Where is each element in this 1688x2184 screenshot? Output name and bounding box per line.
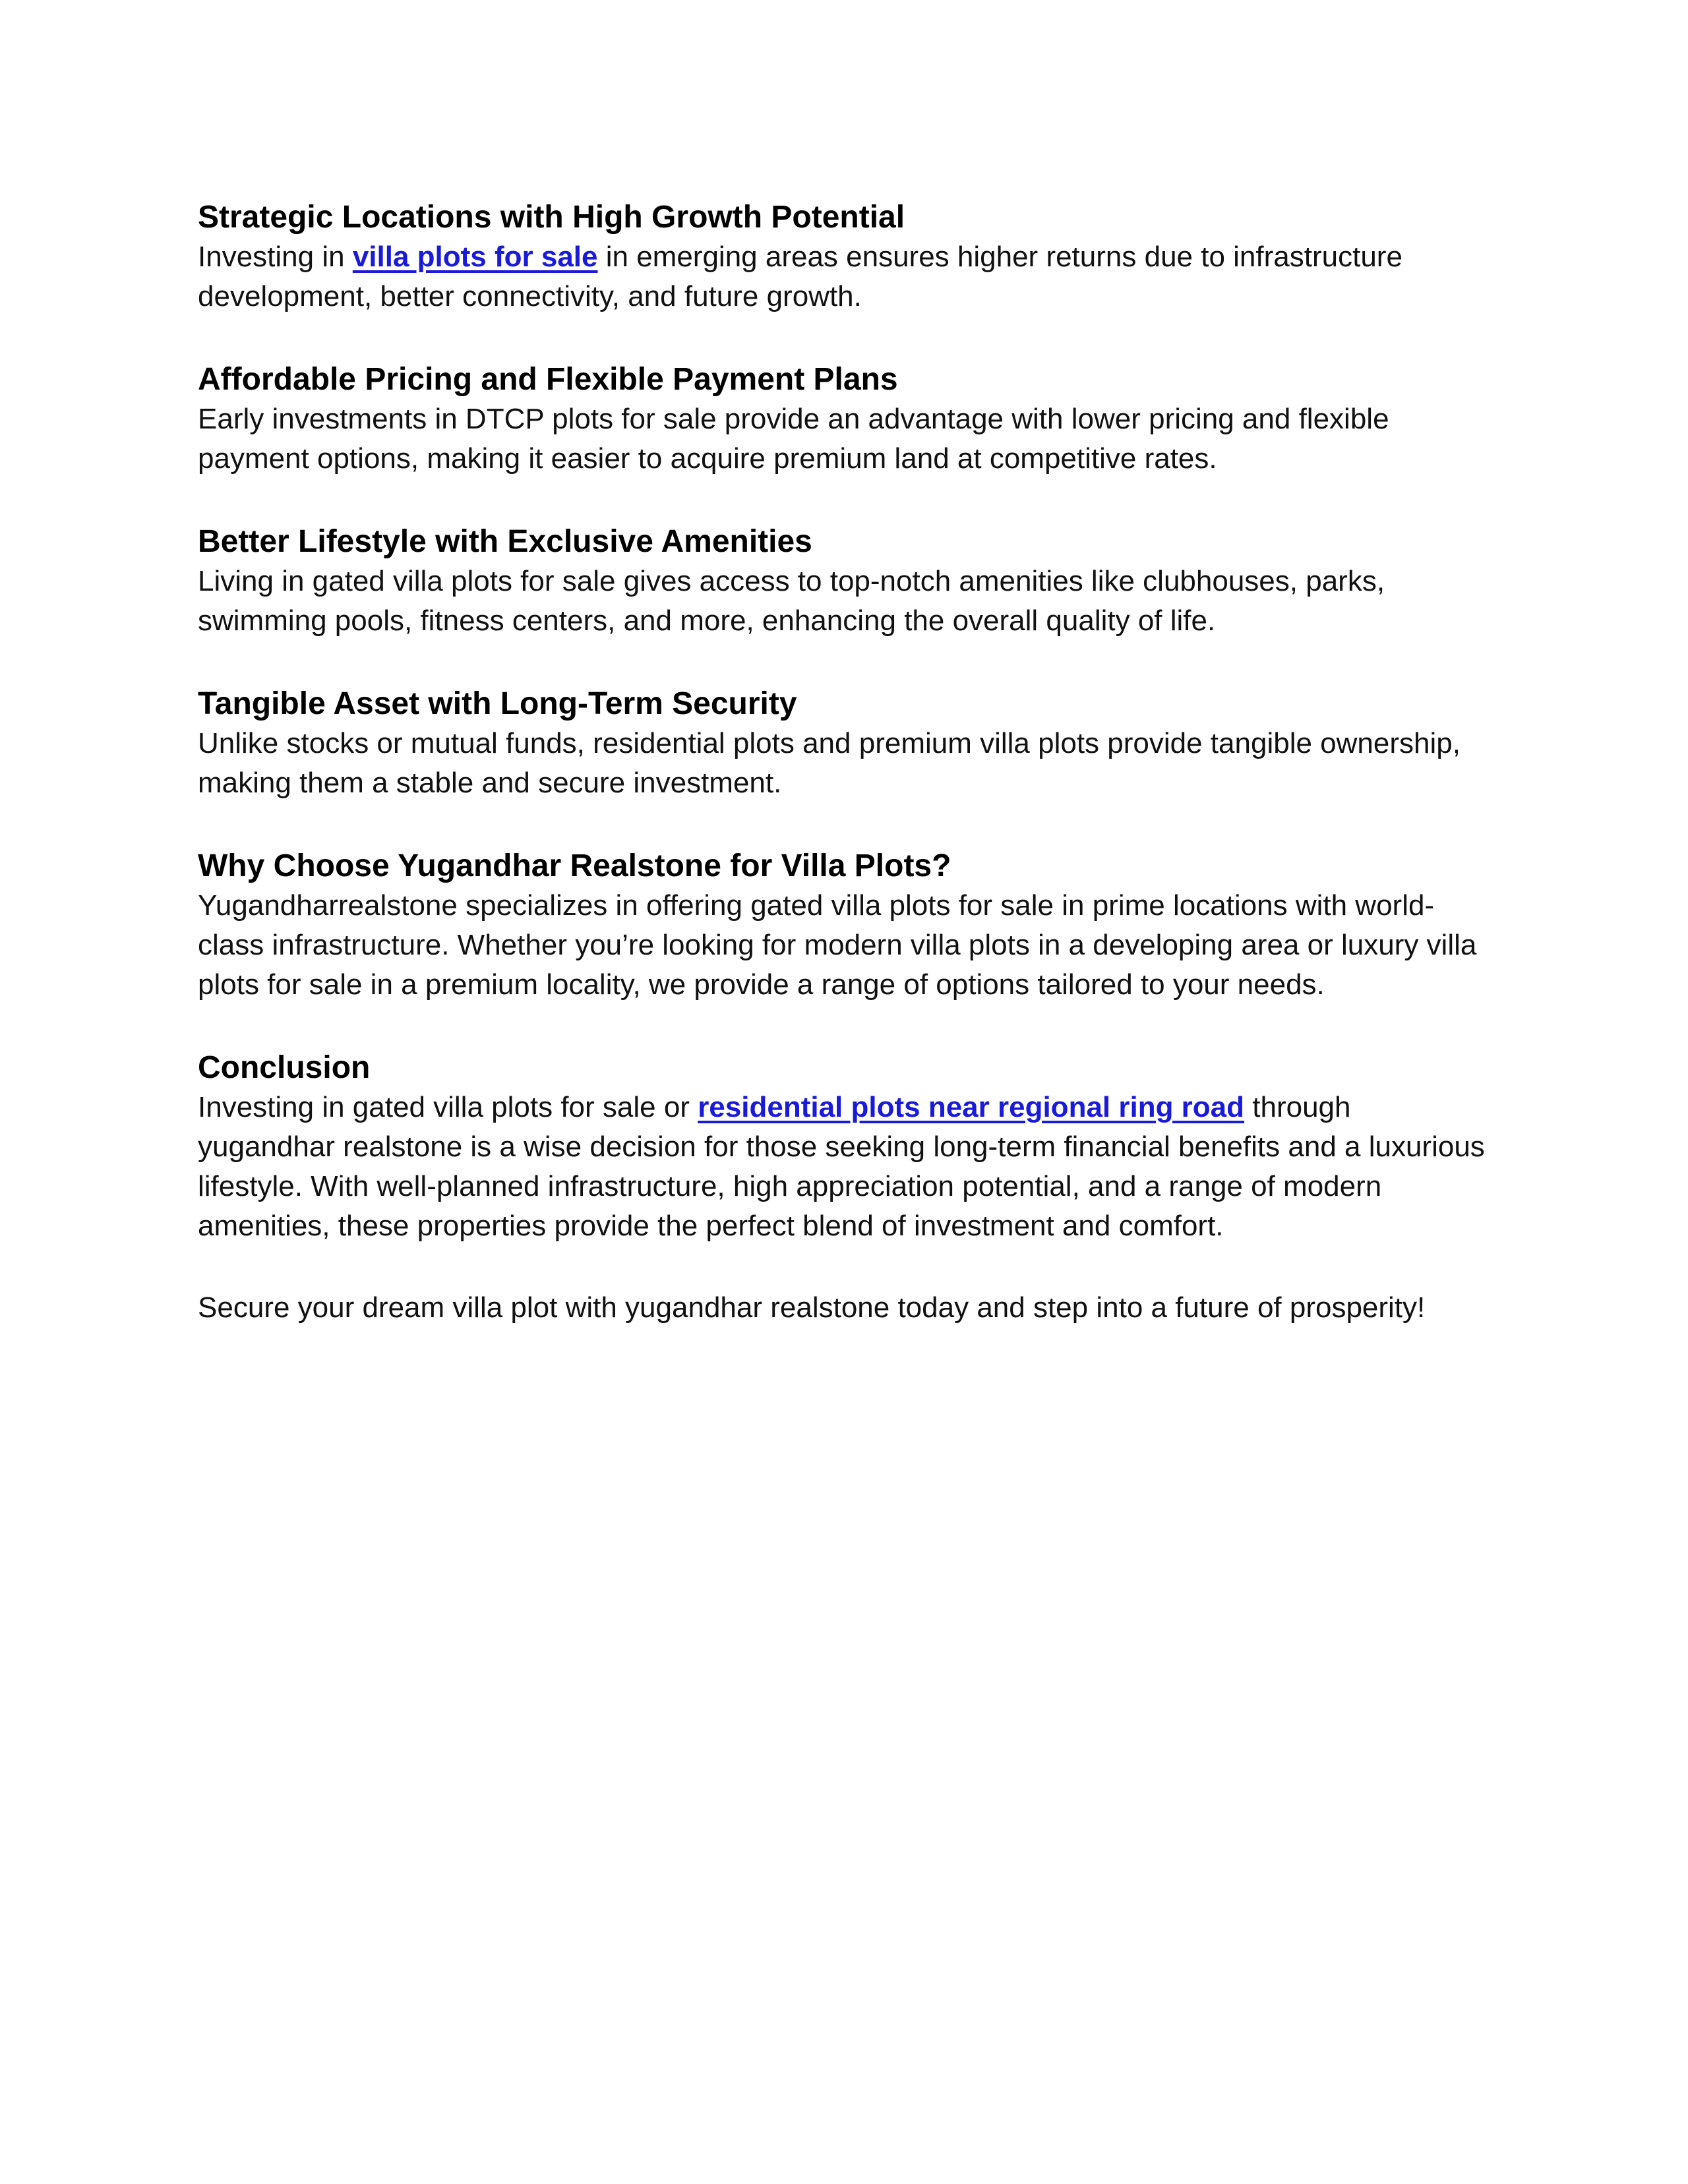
section-heading: Why Choose Yugandhar Realstone for Villa Plots? (198, 848, 951, 883)
section-paragraph: Unlike stocks or mutual funds, residential plots and premium villa plots provide tangible ownership, making them a stable and secure investment. (198, 727, 1461, 799)
section-strategic-locations (198, 198, 1490, 316)
section-conclusion (198, 1048, 1490, 1246)
section-paragraph (198, 237, 1490, 316)
section-heading: Affordable Pricing and Flexible Payment Plans (198, 362, 898, 397)
section-heading: Strategic Locations with High Growth Potential (198, 200, 905, 235)
document-page (198, 198, 1490, 1328)
section-paragraph (198, 1088, 1490, 1246)
section-heading: Better Lifestyle with Exclusive Amenities (198, 524, 812, 559)
closing-statement: Secure your dream villa plot with yugandhar realstone today and step into a future of prosperity! (198, 1291, 1426, 1324)
section-heading: Conclusion (198, 1050, 371, 1085)
paragraph-text: in emerging areas ensures higher returns due to infrastructure development, better connectivity, and future growth. (198, 241, 1402, 312)
paragraph-text: Investing in gated villa plots for sale or (198, 1091, 698, 1123)
section-paragraph: Yugandharrealstone specializes in offering gated villa plots for sale in prime locations with world-class infrastructure. Whether you’re looking for modern villa plots in a developing area or luxury villa plots for sale in a premium locality, we provide a range of options tailored to your needs. (198, 889, 1477, 1001)
section-better-lifestyle (198, 522, 1490, 641)
paragraph-text: Investing in (198, 241, 353, 273)
section-tangible-asset (198, 684, 1490, 803)
residential-plots-ring-road-link[interactable]: residential plots near regional ring road (698, 1091, 1245, 1123)
section-paragraph: Early investments in DTCP plots for sale provide an advantage with lower pricing and flexible payment options, making it easier to acquire premium land at competitive rates. (198, 403, 1389, 475)
section-paragraph: Living in gated villa plots for sale gives access to top-notch amenities like clubhouses, parks, swimming pools, fitness centers, and more, enhancing the overall quality of life. (198, 565, 1385, 637)
section-heading: Tangible Asset with Long-Term Security (198, 686, 797, 721)
section-why-choose (198, 846, 1490, 1005)
section-affordable-pricing (198, 360, 1490, 479)
villa-plots-for-sale-link[interactable]: villa plots for sale (352, 241, 598, 273)
paragraph-text: through yugandhar realstone is a wise decision for those seeking long-term financial benefits and a luxurious lifestyle. With well-planned infrastructure, high appreciation potential, and a range of modern amenities, these properties provide the perfect blend of investment and comfort. (198, 1091, 1485, 1242)
